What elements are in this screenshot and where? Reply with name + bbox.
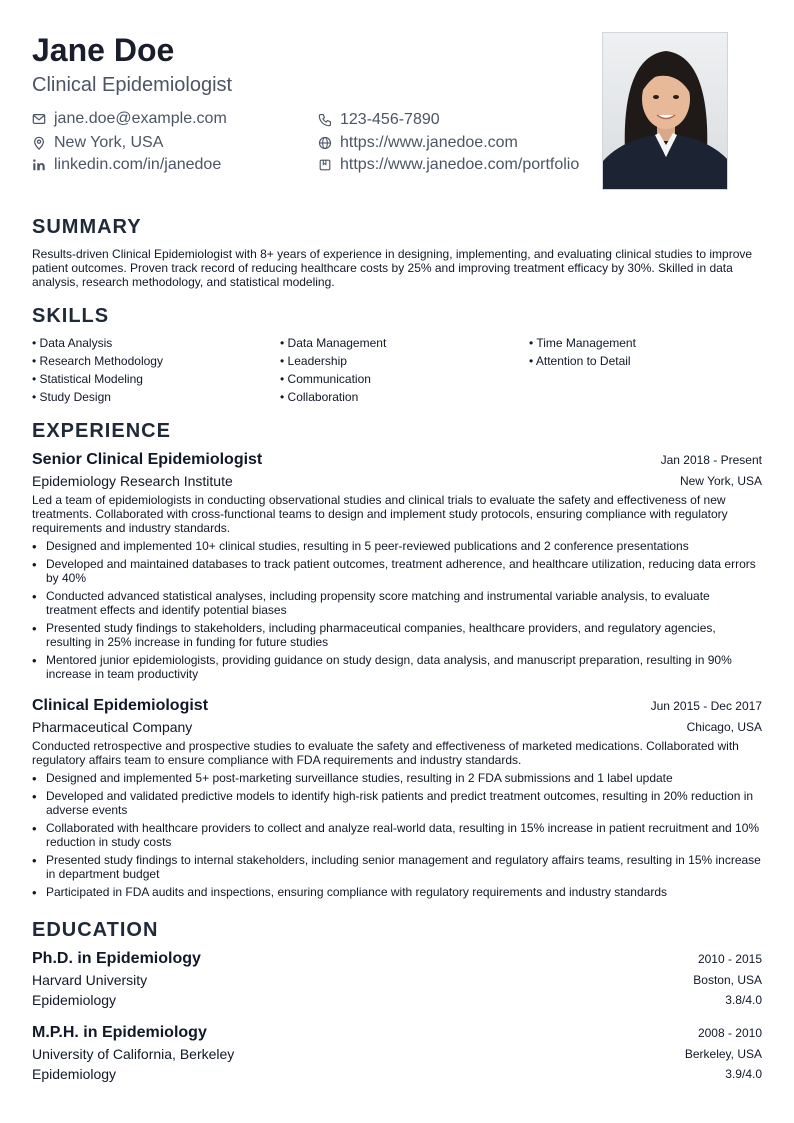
globe-icon bbox=[318, 136, 332, 150]
job-location: Chicago, USA bbox=[686, 720, 762, 734]
list-item: • Mentored junior epidemiologists, providing guidance on study design, data analysis, and manuscript preparation, resulting in 90% increase in team productivity bbox=[32, 653, 762, 681]
degree-dates: 2010 - 2015 bbox=[697, 952, 762, 966]
list-item: • Presented study findings to internal stakeholders, including senior management and regulatory affairs teams, resulting in 15% increase in department budget bbox=[32, 853, 762, 881]
list-item: • Presented study findings to stakeholders, including pharmaceutical companies, healthcare providers, and regulatory agencies, resulting in 25% increase in funding for future studies bbox=[32, 621, 762, 649]
degree-title: Ph.D. in Epidemiology bbox=[32, 950, 201, 967]
job-description: Led a team of epidemiologists in conducting observational studies and clinical trials to evaluate the safety and effectiveness of new treatments. Collaborated with cross-functional teams to design and implement study protocols, ensuring compliance with regulatory requirements and industry standards. bbox=[32, 493, 728, 535]
list-item: • Designed and implemented 10+ clinical studies, resulting in 5 peer-reviewed publications and 2 conference presentations bbox=[32, 539, 762, 553]
job-bullets bbox=[32, 771, 762, 903]
school-name: Harvard University bbox=[32, 972, 148, 988]
skill-item: • Research Methodology bbox=[32, 354, 163, 368]
education-heading: EDUCATION bbox=[32, 919, 159, 941]
school-location: Boston, USA bbox=[693, 973, 762, 987]
gpa: 3.9/4.0 bbox=[725, 1067, 762, 1081]
skill-item: • Data Management bbox=[280, 336, 387, 350]
job-description: Conducted retrospective and prospective studies to evaluate the safety and effectiveness of marketed medications. Collaborated with regulatory affairs team to ensure compliance with FDA requirements and industry standards. bbox=[32, 739, 739, 767]
portfolio-text: https://www.janedoe.com/portfolio bbox=[340, 156, 580, 173]
website-text: https://www.janedoe.com bbox=[340, 134, 518, 151]
degree-dates: 2008 - 2010 bbox=[697, 1026, 762, 1040]
website-contact[interactable] bbox=[318, 133, 518, 153]
mail-icon bbox=[32, 112, 46, 126]
summary-text: Results-driven Clinical Epidemiologist with 8+ years of experience in designing, implementing, and evaluating clinical studies to improve patient outcomes. Proven track record of reducing healthcare costs by 25% and improving treatment efficacy by 30%. Skilled in data analysis, research methodology, and statistical modeling. bbox=[32, 247, 753, 289]
list-item: • Participated in FDA audits and inspections, ensuring compliance with regulatory requirements and industry standards bbox=[32, 885, 762, 899]
experience-heading: EXPERIENCE bbox=[32, 420, 171, 442]
list-item: • Developed and validated predictive models to identify high-risk patients and predict treatment outcomes, resulting in 20% reduction in adverse events bbox=[32, 789, 762, 817]
profile-photo bbox=[602, 32, 728, 190]
job-dates: Jun 2015 - Dec 2017 bbox=[650, 699, 762, 713]
field-of-study: Epidemiology bbox=[32, 992, 117, 1008]
portfolio-contact[interactable] bbox=[318, 155, 579, 175]
list-item: • Conducted advanced statistical analyses, including propensity score matching and instrumental variable analysis, to evaluate treatment effects and identify potential biases bbox=[32, 589, 762, 617]
linkedin-text: linkedin.com/in/janedoe bbox=[54, 156, 222, 173]
candidate-name: Jane Doe bbox=[32, 32, 175, 68]
job-company: Epidemiology Research Institute bbox=[32, 473, 233, 489]
skill-item: • Collaboration bbox=[280, 390, 359, 404]
phone-icon bbox=[318, 113, 332, 127]
phone-contact[interactable] bbox=[318, 110, 440, 130]
skills-heading: SKILLS bbox=[32, 305, 110, 327]
map-pin-icon bbox=[32, 136, 46, 150]
location-contact bbox=[32, 133, 163, 153]
skill-item: • Statistical Modeling bbox=[32, 372, 143, 386]
field-of-study: Epidemiology bbox=[32, 1066, 117, 1082]
skill-item: • Attention to Detail bbox=[529, 354, 631, 368]
summary-heading: SUMMARY bbox=[32, 216, 142, 238]
email-contact[interactable] bbox=[32, 109, 227, 129]
list-item: • Collaborated with healthcare providers to collect and analyze real-world data, resulting in 15% increase in patient recruitment and 10% reduction in study costs bbox=[32, 821, 762, 849]
linkedin-icon bbox=[32, 158, 46, 172]
gpa: 3.8/4.0 bbox=[725, 993, 762, 1007]
degree-title: M.P.H. in Epidemiology bbox=[32, 1024, 207, 1041]
job-company: Pharmaceutical Company bbox=[32, 719, 193, 735]
list-item: • Designed and implemented 5+ post-marketing surveillance studies, resulting in 2 FDA submissions and 1 label update bbox=[32, 771, 762, 785]
bookmark-icon bbox=[318, 158, 332, 172]
job-location: New York, USA bbox=[679, 474, 762, 488]
school-name: University of California, Berkeley bbox=[32, 1046, 235, 1062]
skill-item: • Study Design bbox=[32, 390, 111, 404]
skill-item: • Leadership bbox=[280, 354, 347, 368]
job-bullets bbox=[32, 539, 762, 685]
job-dates: Jan 2018 - Present bbox=[660, 453, 762, 467]
linkedin-contact[interactable] bbox=[32, 155, 221, 175]
phone-text: 123-456-7890 bbox=[340, 111, 440, 128]
candidate-title: Clinical Epidemiologist bbox=[32, 74, 233, 96]
job-title: Clinical Epidemiologist bbox=[32, 697, 209, 714]
skill-item: • Data Analysis bbox=[32, 336, 113, 350]
job-title: Senior Clinical Epidemiologist bbox=[32, 451, 263, 468]
school-location: Berkeley, USA bbox=[684, 1047, 762, 1061]
skill-item: • Time Management bbox=[529, 336, 636, 350]
email-text: jane.doe@example.com bbox=[54, 110, 227, 127]
skill-item: • Communication bbox=[280, 372, 371, 386]
location-text: New York, USA bbox=[54, 134, 164, 151]
list-item: • Developed and maintained databases to track patient outcomes, treatment adherence, and healthcare utilization, reducing data errors by 40% bbox=[32, 557, 762, 585]
